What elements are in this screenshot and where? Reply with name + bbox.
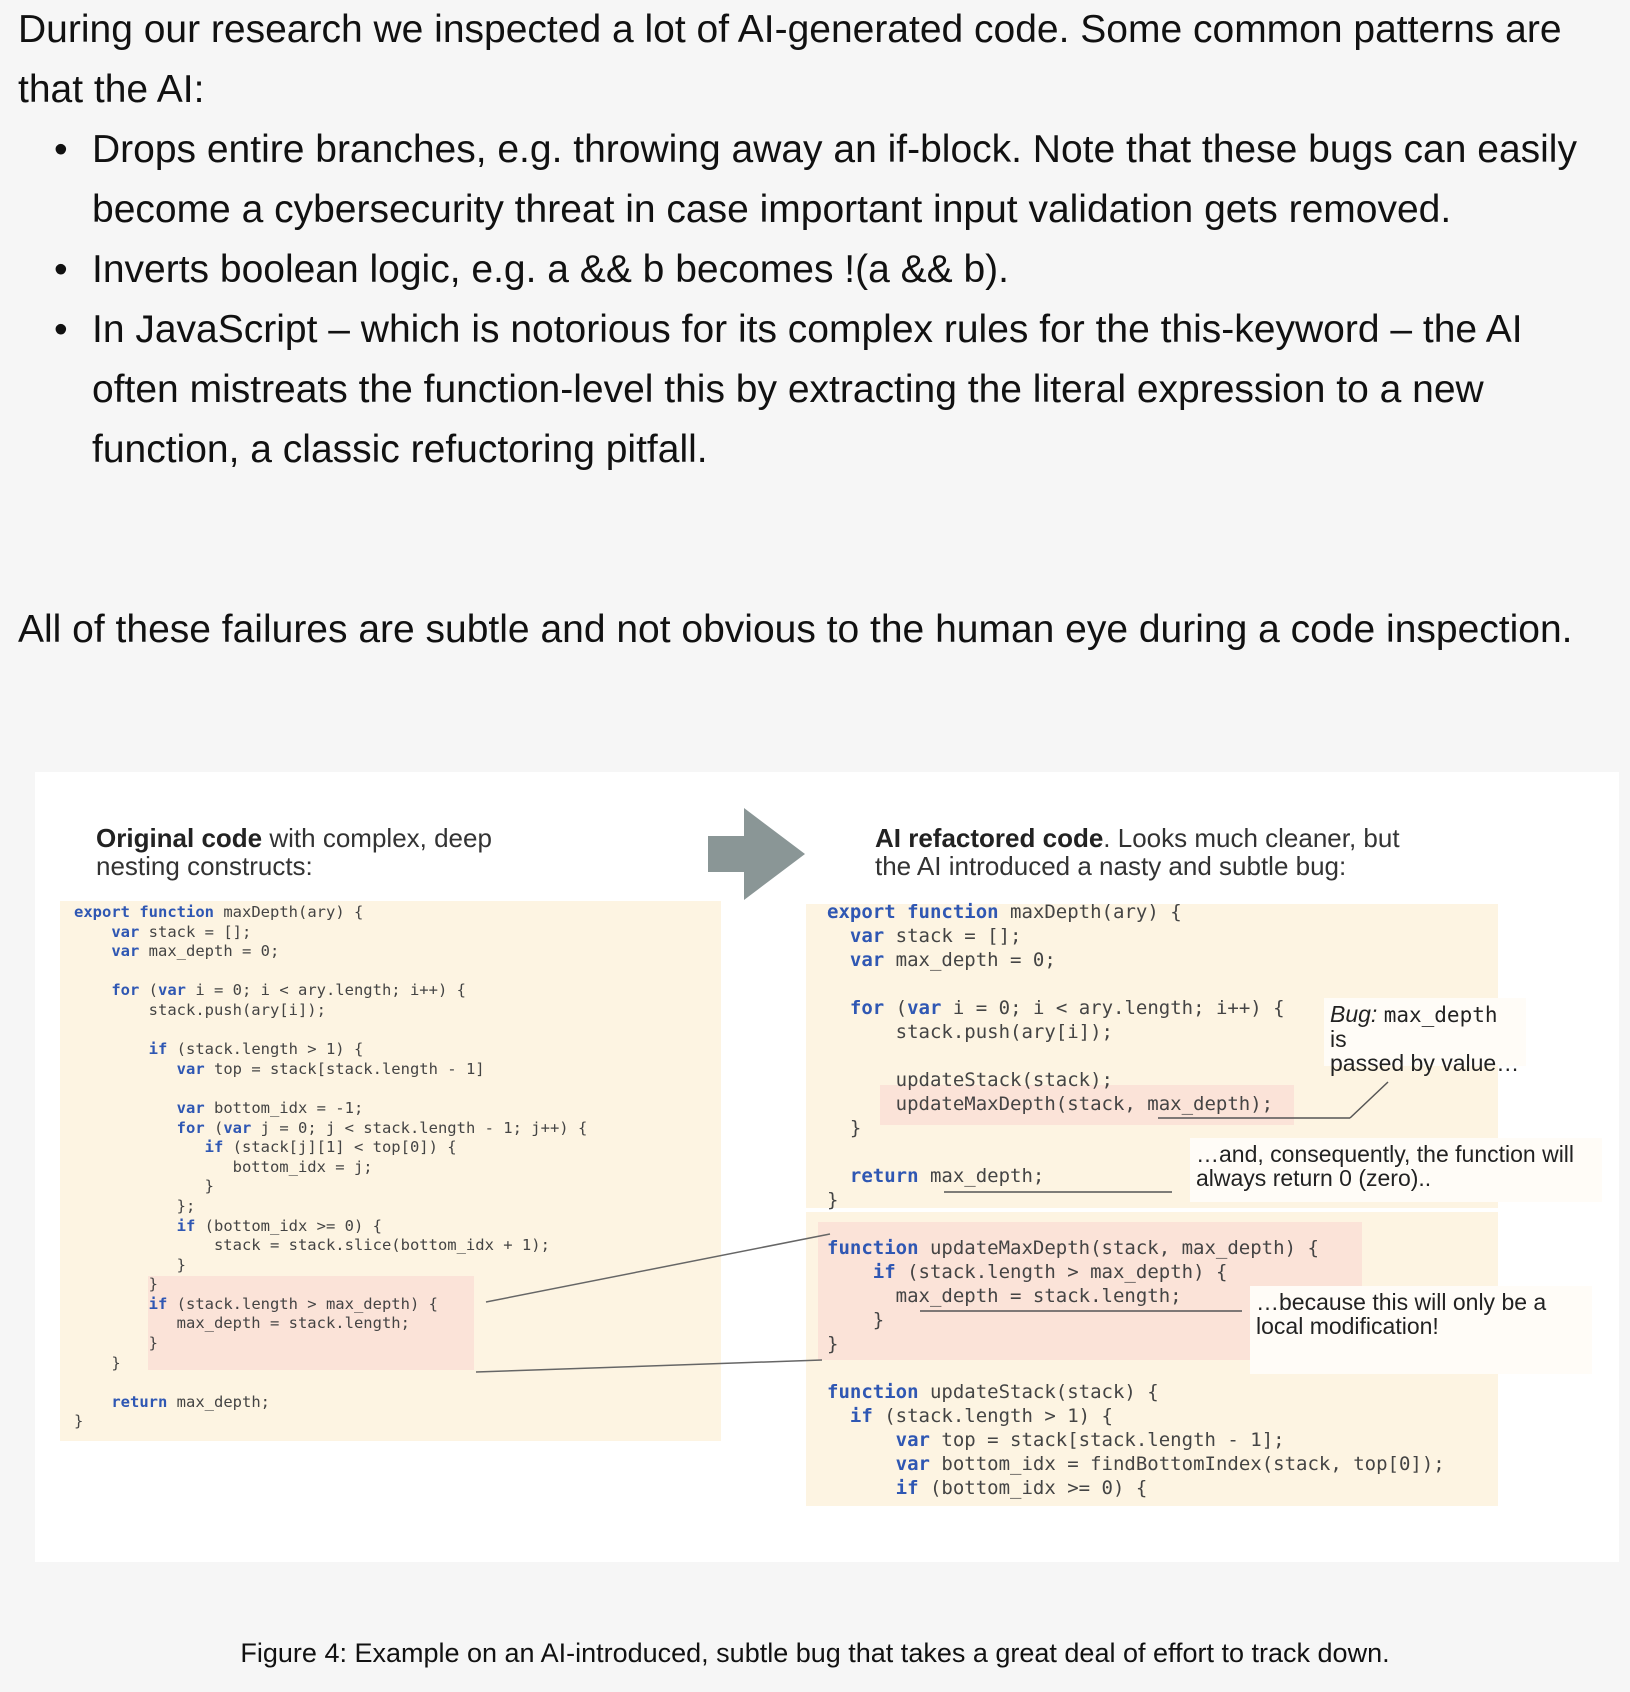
bullet-icon: • bbox=[54, 248, 68, 291]
intro-paragraph: During our research we inspected a lot of AI-generated code. Some common patterns are that the AI: bbox=[18, 8, 1562, 111]
code-line: export function maxDepth(ary) { bbox=[827, 901, 1182, 923]
code-line: if (stack.length > 1) { bbox=[148, 1040, 364, 1059]
code-line: } bbox=[74, 1275, 158, 1294]
code-line: var top = stack[stack.length - 1] bbox=[176, 1059, 485, 1078]
return-note: …and, consequently, the function will always return 0 (zero).. bbox=[1190, 1138, 1602, 1202]
code-line: for (var j = 0; j < stack.length - 1; j++) { bbox=[176, 1118, 588, 1137]
code-line: if (bottom_idx >= 0) { bbox=[176, 1216, 382, 1235]
code-line: if (stack[j][1] < top[0]) { bbox=[204, 1138, 457, 1157]
code-line: export function maxDepth(ary) { bbox=[74, 903, 364, 921]
code-line: stack.push(ary[i]); bbox=[74, 1000, 326, 1019]
bug-note: Bug: max_depth is passed by value… bbox=[1324, 998, 1526, 1066]
code-line: for (var i = 0; i < ary.length; i++) { bbox=[111, 981, 466, 1000]
code-line: var stack = []; bbox=[111, 922, 252, 941]
list-item-text: In JavaScript – which is notorious for its complex rules for the this-keyword – the AI often mistreats the function-level this by extracting the literal expression to a new function, a classic refuctoring pitfall. bbox=[92, 308, 1523, 471]
refactored-code-heading: AI refactored code. Looks much cleaner, but the AI introduced a nasty and subtle bug: bbox=[875, 823, 1400, 881]
code-line: updateMaxDepth(stack, max_depth); bbox=[827, 1093, 1274, 1115]
summary-paragraph: All of these failures are subtle and not obvious to the human eye during a code inspection. bbox=[18, 608, 1573, 651]
code-line: var stack = []; bbox=[849, 925, 1022, 947]
code-line: } bbox=[74, 1255, 186, 1274]
code-line: } bbox=[827, 1309, 885, 1331]
local-modification-note: …because this will only be a local modification! bbox=[1250, 1286, 1592, 1374]
code-line: function updateStack(stack) { bbox=[827, 1381, 1159, 1403]
code-line: var max_depth = 0; bbox=[849, 949, 1056, 971]
code-line: if (stack.length > 1) { bbox=[849, 1405, 1113, 1427]
code-line: bottom_idx = j; bbox=[74, 1157, 373, 1176]
code-line: return max_depth; bbox=[849, 1165, 1045, 1187]
bullet-icon: • bbox=[54, 308, 68, 351]
code-line: for (var i = 0; i < ary.length; i++) { bbox=[849, 997, 1285, 1019]
code-line: updateStack(stack); bbox=[827, 1069, 1113, 1091]
code-line: if (stack.length > max_depth) { bbox=[148, 1294, 438, 1313]
code-line: stack = stack.slice(bottom_idx + 1); bbox=[74, 1236, 550, 1255]
original-code-heading: Original code with complex, deep nesting constructs: bbox=[96, 823, 492, 881]
code-line: } bbox=[827, 1333, 839, 1355]
code-line: max_depth = stack.length; bbox=[827, 1285, 1182, 1307]
list-item-text: Drops entire branches, e.g. throwing away an if-block. Note that these bugs can easily become a cybersecurity threat in case important input validation gets removed. bbox=[92, 128, 1577, 231]
code-line: } bbox=[827, 1117, 862, 1139]
code-line: max_depth = stack.length; bbox=[74, 1314, 410, 1333]
code-line: var bottom_idx = -1; bbox=[176, 1098, 364, 1117]
code-line: }; bbox=[74, 1196, 196, 1215]
code-line: } bbox=[74, 1177, 214, 1196]
code-line: if (bottom_idx >= 0) { bbox=[895, 1477, 1148, 1499]
code-line: var max_depth = 0; bbox=[111, 942, 280, 961]
code-line: function updateMaxDepth(stack, max_depth) { bbox=[827, 1237, 1319, 1259]
code-line: return max_depth; bbox=[111, 1392, 270, 1411]
code-line: } bbox=[827, 1189, 839, 1211]
list-item-text: Inverts boolean logic, e.g. a && b becomes !(a && b). bbox=[92, 248, 1009, 291]
figure-caption: Figure 4: Example on an AI-introduced, subtle bug that takes a great deal of effort to track down. bbox=[240, 1638, 1390, 1668]
code-line: stack.push(ary[i]); bbox=[827, 1021, 1113, 1043]
bullet-icon: • bbox=[54, 128, 68, 171]
code-line: } bbox=[74, 1412, 84, 1431]
code-line: if (stack.length > max_depth) { bbox=[872, 1261, 1228, 1283]
code-line: var bottom_idx = findBottomIndex(stack, top[0]); bbox=[895, 1453, 1445, 1475]
code-line: } bbox=[74, 1353, 121, 1372]
code-line: } bbox=[74, 1334, 158, 1353]
code-line: var top = stack[stack.length - 1]; bbox=[895, 1429, 1285, 1451]
